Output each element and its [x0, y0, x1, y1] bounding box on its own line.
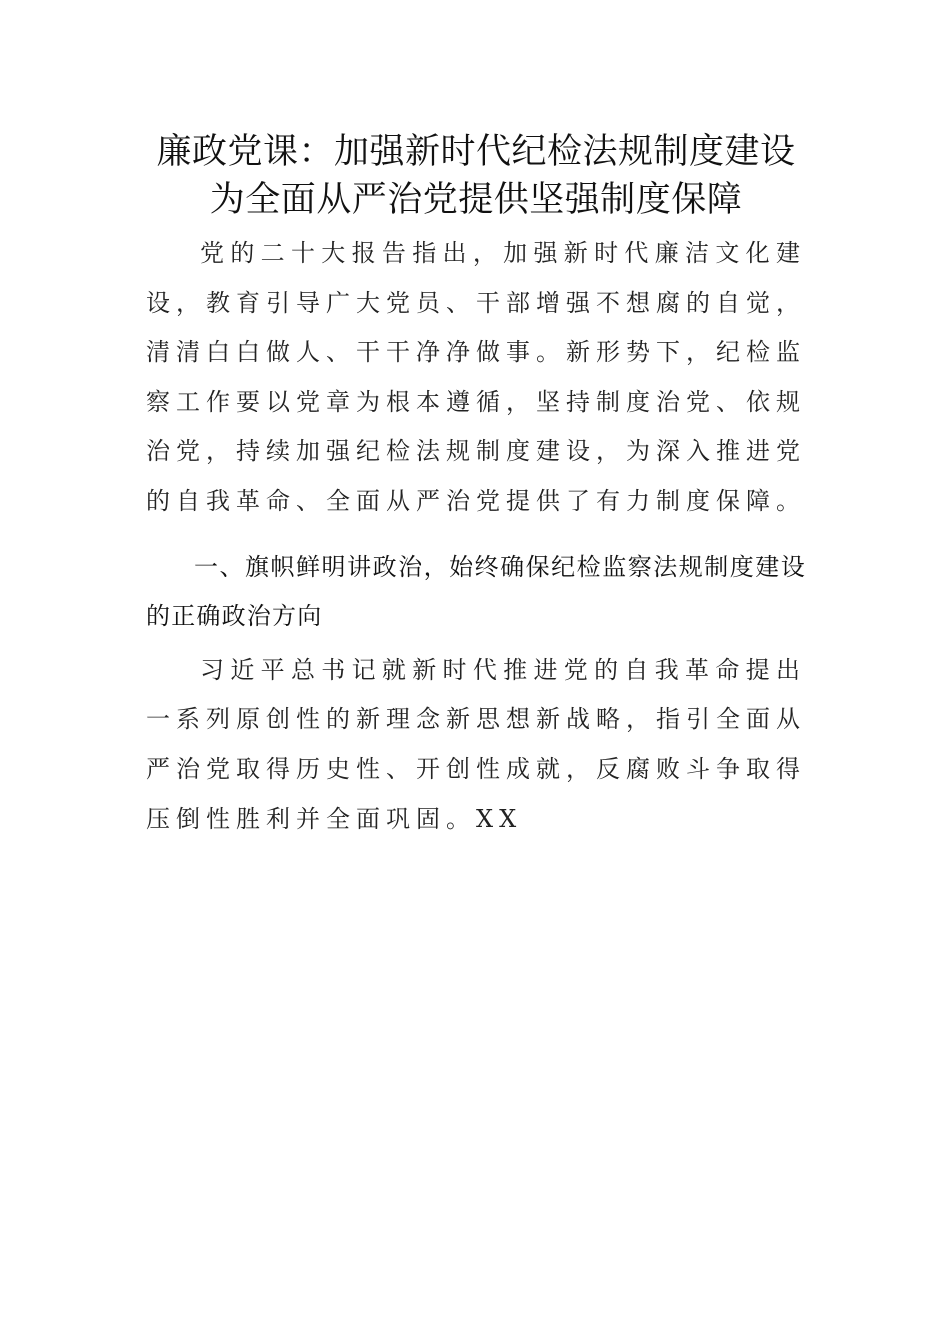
intro-paragraph: 党的二十大报告指出，加强新时代廉洁文化建设，教育引导广大党员、干部增强不想腐的自觉，清清白白做人、干干净净做事。新形势下，纪检监察工作要以党章为根本遵循，坚持制度治党、依规治党，持续加强纪检法规制度建设，为深入推进党的自我革命、全面从严治党提供了有力制度保障。 [146, 239, 806, 515]
document-title [146, 128, 806, 224]
title-line-1: 廉政党课：加强新时代纪检法规制度建设 [156, 132, 796, 172]
title-line-2: 为全面从严治党提供坚强制度保障 [209, 180, 743, 220]
section-heading-1: 一、旗帜鲜明讲政治，始终确保纪检监察法规制度建设的正确政治方向 [146, 552, 806, 631]
document-page [146, 128, 806, 844]
section-1-paragraph: 习近平总书记就新时代推进党的自我革命提出一系列原创性的新理念新思想新战略，指引全面从严治党取得历史性、开创性成就，反腐败斗争取得压倒性胜利并全面巩固。XX [146, 655, 806, 833]
